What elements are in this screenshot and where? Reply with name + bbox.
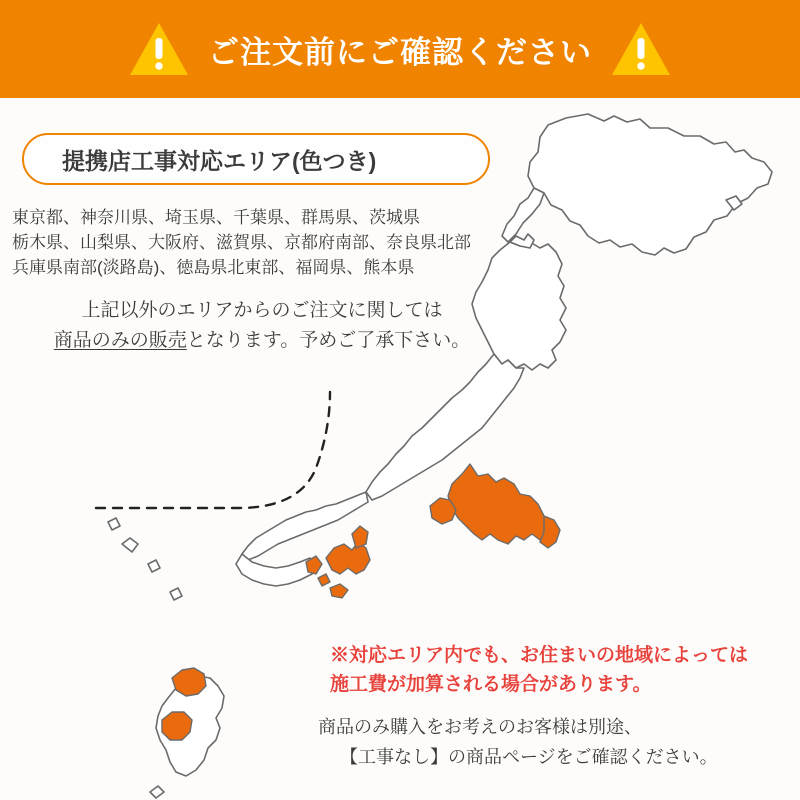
prefecture-line: 東京都、神奈川県、埼玉県、千葉県、群馬県、茨城県 [12, 208, 420, 227]
prefecture-list [12, 205, 532, 280]
note-underlined-phrase: 商品のみの販売 [53, 330, 187, 351]
caution-line: 施工費が加算される場合があります。 [330, 674, 652, 695]
page-title: ご注文前にご確認ください [208, 34, 592, 70]
warning-triangle-icon [610, 21, 672, 77]
header-banner [0, 0, 800, 98]
okinawa-bracket-dashed-line [96, 392, 330, 508]
footer-line: 商品のみ購入をお考えのお客様は別途、 [318, 717, 642, 737]
prefecture-line: 兵庫県南部(淡路島)、徳島県北東部、福岡県、熊本県 [12, 258, 415, 277]
outside-area-note [12, 296, 512, 356]
note-line-2-rest: となります。予めご了承下さい。 [186, 330, 471, 351]
note-line-1: 上記以外のエリアからのご注文に関しては [81, 300, 443, 321]
surcharge-caution [330, 641, 790, 699]
caution-line: ※対応エリア内でも、お住まいの地域によっては [330, 645, 749, 666]
service-area-heading [22, 133, 490, 185]
product-only-note [318, 712, 788, 772]
note-line-2 [12, 326, 512, 356]
warning-triangle-icon [128, 21, 190, 77]
footer-line: 【工事なし】の商品ページをご確認ください。 [340, 747, 718, 767]
service-area-label: 提携店工事対応エリア(色つき) [62, 147, 377, 174]
prefecture-line: 栃木県、山梨県、大阪府、滋賀県、京都府南部、奈良県北部 [12, 233, 471, 252]
